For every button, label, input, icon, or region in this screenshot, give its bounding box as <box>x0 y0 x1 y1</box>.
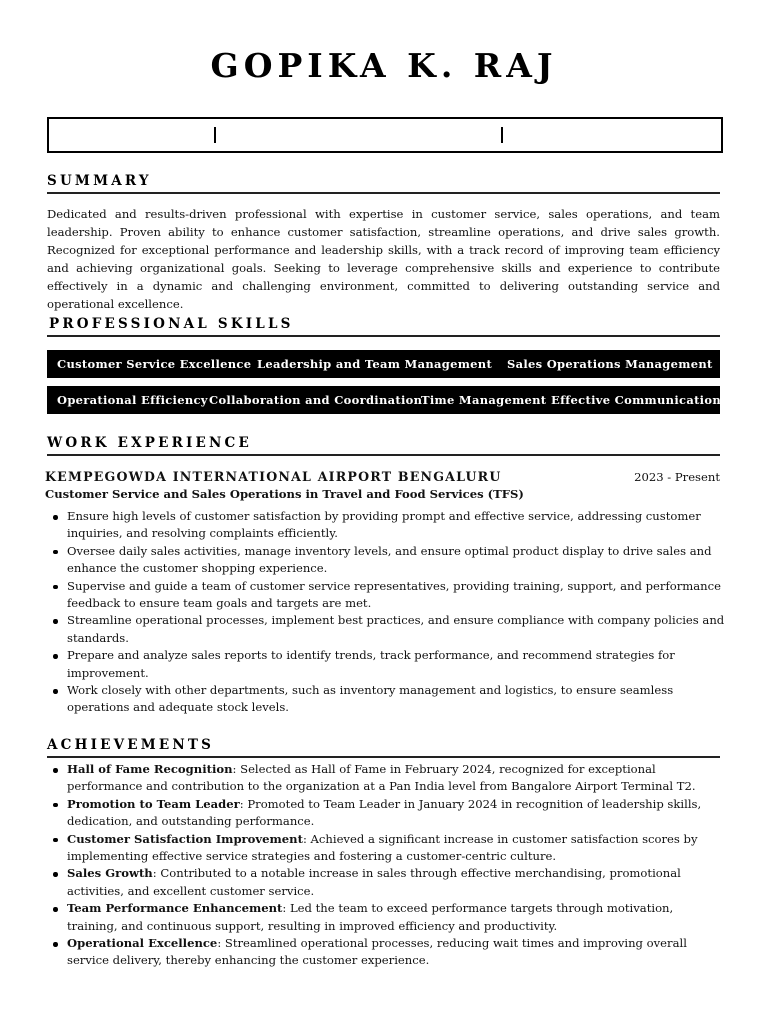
achievement-title: Promotion to Team Leader <box>67 796 240 811</box>
email-address[interactable] <box>249 119 501 151</box>
contact-box <box>47 117 723 153</box>
section-divider <box>47 335 720 337</box>
section-divider <box>47 454 720 456</box>
candidate-name: GOPIKA K. RAJ <box>210 46 558 85</box>
achievement-text: : Achieved a significant increase in customer satisfaction scores by implementing effective service strategies and fostering a customer-centric culture. <box>67 831 698 864</box>
contact-divider <box>214 127 216 143</box>
skill-tag: Sales Operations Management <box>507 357 713 371</box>
company-name: KEMPEGOWDA INTERNATIONAL AIRPORT BENGALURU <box>45 469 502 484</box>
list-item: Supervise and guide a team of customer service representatives, providing training, support, and performance feedback to ensure team goals and targets are met. <box>47 578 727 613</box>
phone-number <box>49 119 185 151</box>
skill-tag: Leadership and Team Management <box>257 357 493 371</box>
section-divider <box>47 756 720 758</box>
list-item <box>47 796 727 831</box>
achievements-list <box>47 761 727 970</box>
achievement-text: : Promoted to Team Leader in January 2024 in recognition of leadership skills, dedication, and outstanding performance. <box>67 796 702 829</box>
skill-tag: Customer Service Excellence <box>57 357 252 371</box>
section-title-experience: WORK EXPERIENCE <box>47 435 252 451</box>
achievement-text: : Selected as Hall of Fame in February 2024, recognized for exceptional performance and contribution to the organization at a Pan India level from Bangalore Airport Terminal T2. <box>67 762 696 794</box>
achievement-title: Customer Satisfaction Improvement <box>67 831 303 846</box>
list-item <box>47 831 727 866</box>
contact-divider <box>501 127 503 143</box>
job-role: Customer Service and Sales Operations in Travel and Food Services (TFS) <box>45 487 524 501</box>
achievement-title: Hall of Fame Recognition <box>67 762 233 776</box>
achievement-text: : Contributed to a notable increase in sales through effective merchandising, promotional activities, and excellent customer service. <box>67 866 681 898</box>
section-divider <box>47 192 720 194</box>
experience-list <box>47 508 727 717</box>
skills-row-1 <box>47 350 720 378</box>
list-item <box>47 935 727 970</box>
achievement-text: : Led the team to exceed performance targets through motivation, training, and continuous support, resulting in improved efficiency and productivity. <box>67 901 674 933</box>
list-item: Oversee daily sales activities, manage inventory levels, and ensure optimal product display to drive sales and enhance the customer shopping experience. <box>47 543 727 578</box>
achievement-title: Operational Excellence <box>67 936 218 951</box>
summary-text: Dedicated and results-driven professional with expertise in customer service, sales operations, and team leadership. Proven ability to enhance customer satisfaction, streamline operations, and drive sales growth. Recognized for exceptional performance and leadership skills, with a track record of improving team efficiency and achieving organizational goals. Seeking to leverage comprehensive skills and experience to contribute effectively in a dynamic and challenging environment, committed to delivering outstanding service and operational excellence. <box>47 207 720 311</box>
skills-row-2 <box>47 386 720 414</box>
skill-tag: Time Management <box>421 393 547 407</box>
skill-tag: Collaboration and Coordination <box>209 393 423 407</box>
list-item: Work closely with other departments, such as inventory management and logistics, to ensure seamless operations and adequate stock levels. <box>47 682 727 717</box>
list-item: Streamline operational processes, implement best practices, and ensure compliance with company policies and standards. <box>47 612 727 647</box>
section-title-summary: SUMMARY <box>47 173 152 189</box>
section-title-achievements: ACHIEVEMENTS <box>47 737 215 753</box>
achievement-title: Team Performance Enhancement <box>67 901 283 916</box>
list-item <box>47 865 727 900</box>
achievement-title: Sales Growth <box>67 866 153 881</box>
skill-tag: Operational Efficiency <box>57 393 208 407</box>
list-item: Prepare and analyze sales reports to identify trends, track performance, and recommend strategies for improvement. <box>47 647 727 682</box>
list-item: Ensure high levels of customer satisfaction by providing prompt and effective service, addressing customer inquiries, and resolving complaints efficiently. <box>47 508 727 543</box>
employment-dates: 2023 - Present <box>634 470 720 484</box>
address <box>519 119 719 151</box>
list-item <box>47 761 727 796</box>
section-title-skills: PROFESSIONAL SKILLS <box>49 316 294 332</box>
list-item <box>47 900 727 935</box>
achievement-text: : Streamlined operational processes, reducing wait times and improving overall service delivery, thereby enhancing the customer experience. <box>67 936 687 968</box>
skill-tag: Effective Communication <box>551 393 721 407</box>
